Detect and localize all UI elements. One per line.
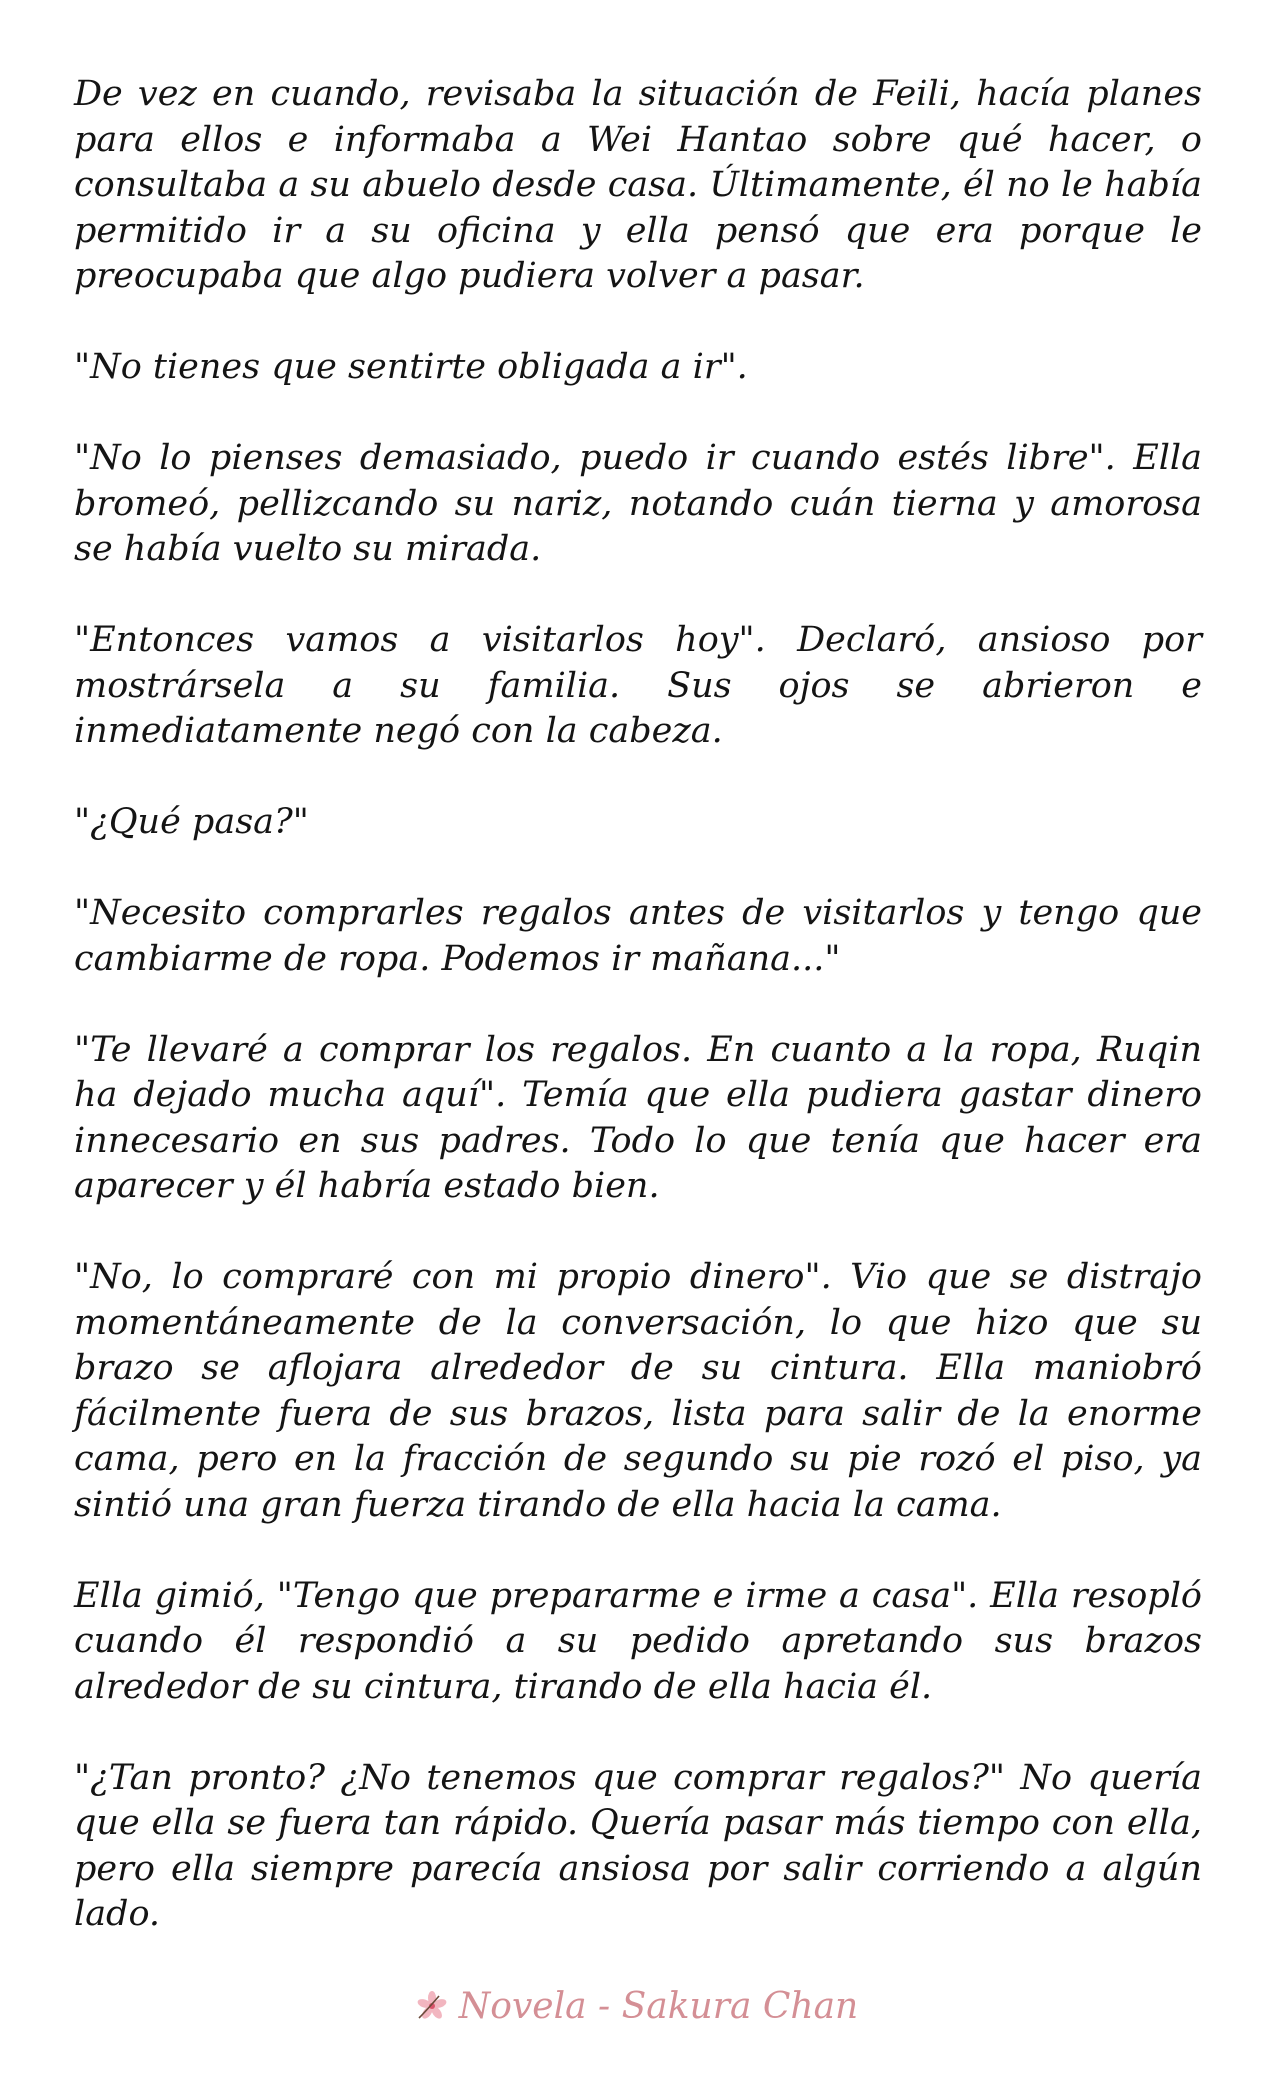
sakura-flower-icon [417, 1988, 451, 2022]
paragraph: De vez en cuando, revisaba la situación de Feili, hacía planes para ellos e informaba a Wei Hantao sobre qué hacer, o consultaba a su abuelo desde casa. Últimamente, él no le había permitido ir a su oficina y ella pensó que era porque le preocupaba que algo pudiera volver a pasar. [74, 74, 1202, 296]
paragraph: "No lo pienses demasiado, puedo ir cuando estés libre". Ella bromeó, pellizcando su nariz, notando cuán tierna y amorosa se había vuelto su mirada. [74, 438, 1202, 569]
paragraph: "Necesito comprarles regalos antes de visitarlos y tengo que cambiarme de ropa. Podemos ir mañana..." [74, 893, 1202, 979]
watermark [0, 1986, 1275, 2027]
paragraph: "¿Tan pronto? ¿No tenemos que comprar regalos?" No quería que ella se fuera tan rápido. Quería pasar más tiempo con ella, pero ella siempre parecía ansiosa por salir corriendo a algún lado. [74, 1757, 1202, 1934]
paragraph: "Entonces vamos a visitarlos hoy". Declaró, ansioso por mostrársela a su familia. Sus ojos se abrieron e inmediatamente negó con la cabeza. [74, 620, 1202, 751]
paragraph: "¿Qué pasa?" [74, 802, 309, 842]
paragraph: "No, lo compraré con mi propio dinero". Vio que se distrajo momentáneamente de la conversación, lo que hizo que su brazo se aflojara alrededor de su cintura. Ella maniobró fácilmente fuera de sus brazos, lista para salir de la enorme cama, pero en la fracción de segundo su pie rozó el piso, ya sintió una gran fuerza tirando de ella hacia la cama. [74, 1257, 1202, 1525]
paragraph: "Te llevaré a comprar los regalos. En cuanto a la ropa, Ruqin ha dejado mucha aquí". Temía que ella pudiera gastar dinero innecesario en sus padres. Todo lo que tenía que hacer era aparecer y él habría estado bien. [74, 1029, 1202, 1206]
document-body [74, 72, 1202, 1938]
paragraph: "No tienes que sentirte obligada a ir". [74, 347, 748, 387]
watermark-text: Novela - Sakura Chan [458, 1986, 859, 2027]
paragraph: Ella gimió, "Tengo que prepararme e irme a casa". Ella resopló cuando él respondió a su pedido apretando sus brazos alrededor de su cintura, tirando de ella hacia él. [74, 1575, 1202, 1707]
